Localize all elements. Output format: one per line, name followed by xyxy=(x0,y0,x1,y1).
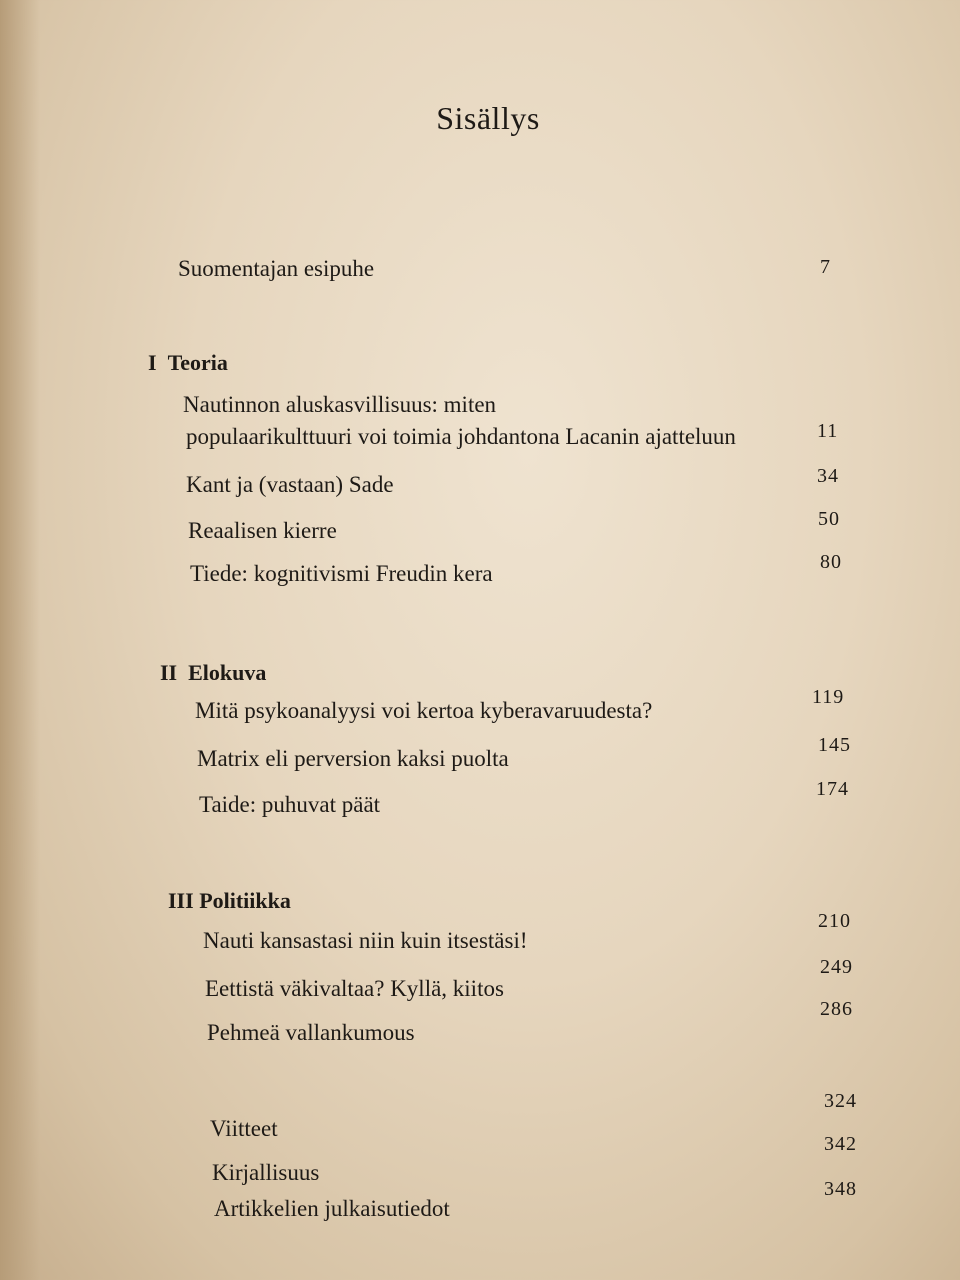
toc-page-number: 324 xyxy=(824,1090,857,1112)
toc-entry: Artikkelien julkaisutiedot xyxy=(214,1196,450,1221)
toc-entry-line: populaarikulttuuri voi toimia johdantona Lacanin ajatteluun xyxy=(186,424,736,449)
page-title: Sisällys xyxy=(436,100,540,136)
page-gutter-shadow xyxy=(0,0,40,1280)
toc-page-number: 249 xyxy=(820,956,853,978)
toc-entry-foreword: Suomentajan esipuhe xyxy=(178,256,375,281)
toc-page-number: 348 xyxy=(824,1178,857,1200)
part-numeral: III xyxy=(168,888,194,913)
toc-page-number: 7 xyxy=(820,256,831,278)
toc-page-number: 174 xyxy=(816,778,849,800)
toc-entry-line: Nautinnon aluskasvillisuus: miten xyxy=(183,392,497,417)
toc-page-number: 342 xyxy=(824,1133,857,1155)
part-numeral: II xyxy=(160,660,178,685)
toc-entry: Reaalisen kierre xyxy=(188,518,337,543)
part-title: Elokuva xyxy=(188,660,267,685)
toc-entry: Mitä psykoanalyysi voi kertoa kyberavaruudesta? xyxy=(195,698,653,723)
toc-entry: Kirjallisuus xyxy=(212,1160,320,1185)
toc-entry: Tiede: kognitivismi Freudin kera xyxy=(190,561,493,586)
part-title: Politiikka xyxy=(199,888,291,913)
toc-entry: Eettistä väkivaltaa? Kyllä, kiitos xyxy=(205,976,504,1001)
toc-page-number: 210 xyxy=(818,910,851,932)
toc-page-number: 34 xyxy=(817,465,839,487)
toc-page-number: 11 xyxy=(817,420,839,442)
part-heading-politiikka xyxy=(168,888,291,914)
part-title: Teoria xyxy=(167,350,228,375)
toc-page-number: 145 xyxy=(818,734,851,756)
toc-page-number: 286 xyxy=(820,998,853,1020)
toc-entry: Pehmeä vallankumous xyxy=(207,1020,415,1045)
toc-entry: Viitteet xyxy=(210,1116,278,1141)
toc-entry: Matrix eli perversion kaksi puolta xyxy=(197,746,509,771)
part-heading-teoria xyxy=(148,350,228,376)
part-heading-elokuva xyxy=(160,660,266,686)
toc-entry: Kant ja (vastaan) Sade xyxy=(186,472,394,497)
toc-page-number: 119 xyxy=(812,686,845,708)
toc-page-number: 50 xyxy=(818,508,840,530)
toc-page-number: 80 xyxy=(820,551,842,573)
toc-entry: Nauti kansastasi niin kuin itsestäsi! xyxy=(203,928,528,953)
part-numeral: I xyxy=(148,350,157,375)
toc-entry: Taide: puhuvat päät xyxy=(199,792,381,817)
